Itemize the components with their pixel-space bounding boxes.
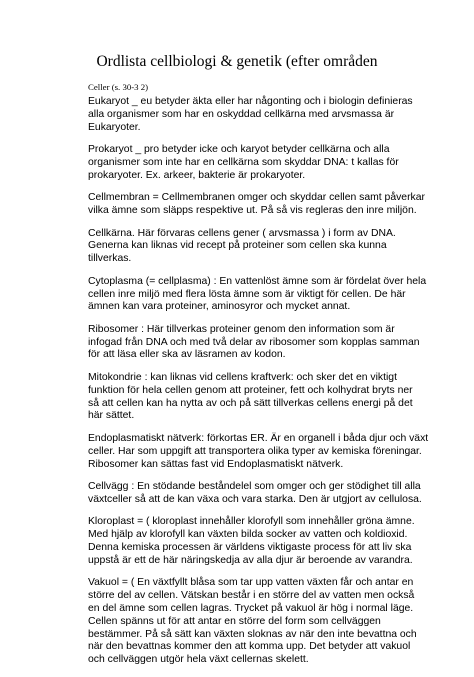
text-line: Prokaryot _ pro betyder icke och karyot betyder cellkärna och alla <box>88 144 390 156</box>
text-line: en del ämne som cellen lagras. Trycket på vakuol är hög i normal läge. <box>88 602 414 614</box>
paragraph <box>88 577 417 667</box>
paragraph <box>88 275 427 315</box>
paragraph <box>88 192 425 218</box>
paragraph <box>88 96 413 135</box>
text-line: växtceller så att de kan växa och vara starka. Den är utgjort av cellulosa. <box>88 493 422 505</box>
text-line: Vakuol = ( En växtfyllt blåsa som tar upp vatten växten får och antar en <box>88 577 414 589</box>
text-line: celler. Har som uppgift att transportera olika typer av kemiska föreningar. <box>88 445 422 457</box>
text-line: större del av cellen. Vätskan består i en större del av vatten men också <box>88 590 415 602</box>
paragraph <box>88 371 413 423</box>
document-title: Ordlista cellbiologi & genetik (efter områden <box>96 53 378 70</box>
text-line: funktion för hela cellen genom att proteiner, fett och kolhydrat bryts ner <box>88 384 413 396</box>
paragraph <box>88 144 408 183</box>
text-line: Cellen spänns ut för att antar en större del form som cellväggen <box>88 615 381 627</box>
text-line: Ribosomer kan sättas fast vid Endoplasmatiskt nätverk. <box>88 458 344 470</box>
paragraph <box>88 228 408 267</box>
text-line: cellen inre miljö med flera lösta ämne som är viktigt för cellen. De här <box>88 288 406 300</box>
text-line: ämnen kan vara proteiner, aminosyror och mycket annat. <box>88 301 351 313</box>
text-line: Denna kemiska processen är världens viktigaste process för att liv ska <box>88 541 412 553</box>
text-line: Cytoplasma (= cellplasma) : En vattenlöst ämne som är fördelat över hela <box>88 275 427 287</box>
text-line: och cellväggen utgör hela växt cellernas skelett. <box>88 654 309 666</box>
text-line: alla organismer som har en oskyddad cellkärna med arvsmassa är <box>88 108 395 120</box>
text-line: Mitokondrie : kan liknas vid cellens kraftverk: och sker det en viktigt <box>88 371 397 383</box>
text-line: tillverkas. <box>88 253 132 265</box>
text-line: Eukaryot _ eu betyder äkta eller har någonting och i biologin definieras <box>88 96 413 107</box>
text-line: bestämmer. På så sätt kan växten sloknas av när den inte bevattna och <box>88 628 417 640</box>
text-line: organismer som inte har en cellkärna som skyddar DNA: t kallas för <box>88 156 399 168</box>
paragraph <box>88 323 420 363</box>
text-line: Endoplasmatiskt nätverk: förkortas ER. Är en organell i båda djur och växt <box>88 432 429 444</box>
text-line: Ribosomer : Här tillverkas proteiner genom den information som är <box>88 323 395 335</box>
text-line: Eukaryoter. <box>88 121 141 133</box>
text-line: Kloroplast = ( kloroplast innehåller klorofyll som innehåller gröna ämne. <box>88 516 415 528</box>
text-line: Cellmembran = Cellmembranen omger och skyddar cellen samt påverkar <box>88 192 425 204</box>
document-body <box>88 96 429 677</box>
text-line: uppstå är ett de här näringskedja av alla djur är beroende av varandra. <box>88 554 413 566</box>
paragraph <box>88 481 422 507</box>
text-line: när den bevattnas kommer den att komma upp. Det betyder att vakuol <box>88 641 411 653</box>
text-line: Cellvägg : En stödande beståndelel som omger och ger stödighet till alla <box>88 481 421 492</box>
text-line: för att läsa eller ska av läsramen av kodon. <box>88 349 286 361</box>
text-line: Cellkärna. Här förvaras cellens gener ( arvsmassa ) i form av DNA. <box>88 227 396 239</box>
text-line: så att cellen kan ha nytta av och på sätt tillverkas cellens energi på det <box>88 397 413 409</box>
paragraph <box>88 516 415 567</box>
text-line: Med hjälp av klorofyll kan växten bilda socker av vatten och koldioxid. <box>88 529 408 541</box>
text-line: Generna kan liknas vid recept på proteiner som cellen ska kunna <box>88 240 387 252</box>
text-line: infogad från DNA och med två delar av ribosomer som kopplas samman <box>88 336 420 348</box>
text-line: här sättet. <box>88 410 135 422</box>
text-line: vilka ämne som släpps respektive ut. På så vis regleras den inre miljön. <box>88 205 417 217</box>
section-label: Celler (s. 30-3 2) <box>88 82 149 92</box>
text-line: prokaryoter. Ex. arkeer, bakterie är prokaryoter. <box>88 169 306 181</box>
paragraph <box>88 432 429 472</box>
